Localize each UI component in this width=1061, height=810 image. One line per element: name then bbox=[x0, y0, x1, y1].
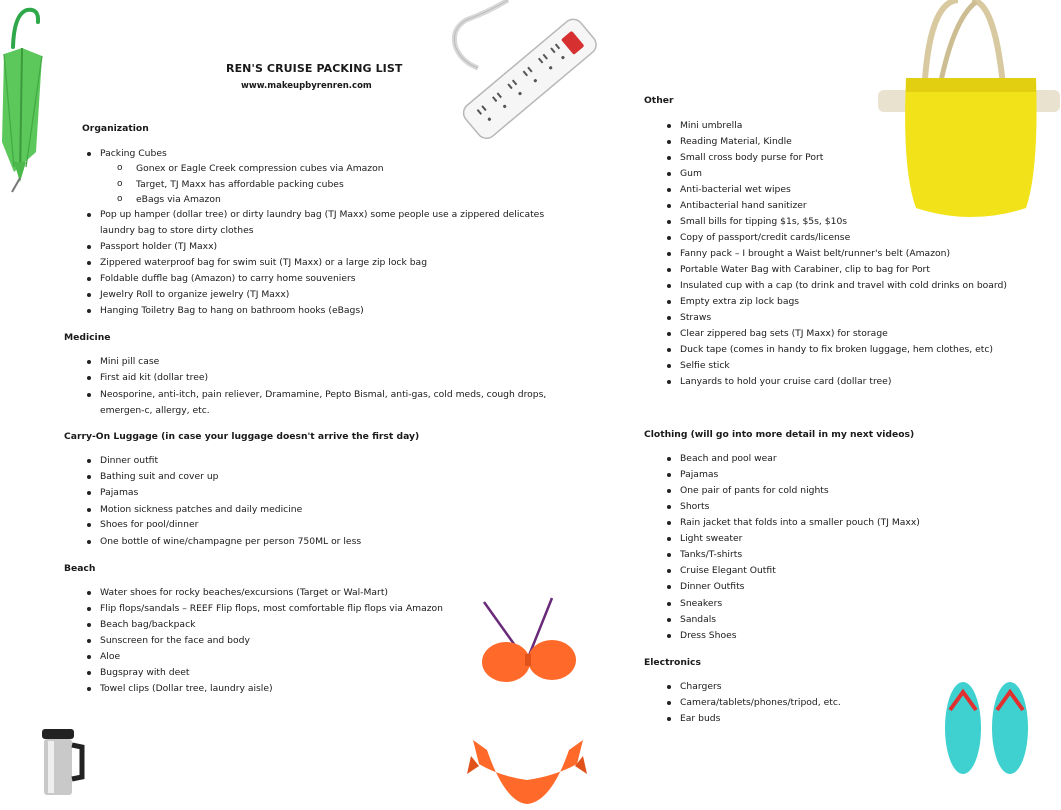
list-item: Lanyards to hold your cruise card (dollar tree) bbox=[680, 374, 891, 390]
list-item: Bugspray with deet bbox=[100, 665, 190, 681]
list-item: Mini pill case bbox=[100, 354, 159, 370]
list-item: Rain jacket that folds into a smaller pouch (TJ Maxx) bbox=[680, 515, 920, 531]
travel-mug-image bbox=[38, 727, 88, 799]
list-item: Selfie stick bbox=[680, 358, 730, 374]
list-item: Reading Material, Kindle bbox=[680, 134, 792, 150]
list-item: Foldable duffle bag (Amazon) to carry home souveniers bbox=[100, 271, 356, 287]
list-item: Ear buds bbox=[680, 711, 720, 727]
list-item: Chargers bbox=[680, 679, 722, 695]
list-item: Pop up hamper (dollar tree) or dirty laundry bag (TJ Maxx) some people use a zippered delicates bbox=[100, 207, 544, 223]
list-item: Pajamas bbox=[680, 467, 718, 483]
list-item: Aloe bbox=[100, 649, 120, 665]
list-item: Duck tape (comes in handy to fix broken luggage, hem clothes, etc) bbox=[680, 342, 993, 358]
list-item: Pajamas bbox=[100, 485, 138, 501]
list-item: First aid kit (dollar tree) bbox=[100, 370, 208, 386]
list-item: Sandals bbox=[680, 612, 716, 628]
list-item: Towel clips (Dollar tree, laundry aisle) bbox=[100, 681, 273, 697]
list-item: Mini umbrella bbox=[680, 118, 742, 134]
list-item: Water shoes for rocky beaches/excursions (Target or Wal-Mart) bbox=[100, 585, 388, 601]
list-item: Copy of passport/credit cards/license bbox=[680, 230, 850, 246]
list-item: Zippered waterproof bag for swim suit (TJ Maxx) or a large zip lock bag bbox=[100, 255, 427, 271]
bikini-top-image bbox=[478, 596, 578, 688]
list-item: Antibacterial hand sanitizer bbox=[680, 198, 807, 214]
list-item: Small cross body purse for Port bbox=[680, 150, 823, 166]
list-item: Insulated cup with a cap (to drink and travel with cold drinks on board) bbox=[680, 278, 1007, 294]
list-item: Cruise Elegant Outfit bbox=[680, 563, 776, 579]
list-item: Neosporine, anti-itch, pain reliever, Dramamine, Pepto Bismal, anti-gas, cold meds, cough drops, bbox=[100, 387, 546, 403]
heading-other: Other bbox=[644, 95, 674, 106]
list-item: One bottle of wine/champagne per person 750ML or less bbox=[100, 534, 361, 550]
yellow-tote-image bbox=[876, 0, 1061, 225]
list-item: Bathing suit and cover up bbox=[100, 469, 219, 485]
list-item: Light sweater bbox=[680, 531, 742, 547]
sub-list-item: o Target, TJ Maxx has affordable packing cubes bbox=[136, 177, 344, 193]
list-item: Hanging Toiletry Bag to hang on bathroom hooks (eBags) bbox=[100, 303, 364, 319]
page-title: REN'S CRUISE PACKING LIST bbox=[226, 62, 403, 75]
list-item: One pair of pants for cold nights bbox=[680, 483, 829, 499]
flip-flops-image bbox=[940, 680, 1035, 778]
umbrella-image bbox=[0, 2, 48, 194]
heading-electronics: Electronics bbox=[644, 657, 701, 668]
website-url: www.makeupbyrenren.com bbox=[241, 81, 372, 91]
list-item: Jewelry Roll to organize jewelry (TJ Maxx) bbox=[100, 287, 289, 303]
heading-beach: Beach bbox=[64, 563, 96, 574]
heading-carry-on: Carry-On Luggage (in case your luggage doesn't arrive the first day) bbox=[64, 431, 420, 442]
list-item: Beach bag/backpack bbox=[100, 617, 195, 633]
heading-organization: Organization bbox=[82, 123, 149, 134]
list-item-continuation: emergen-c, allergy, etc. bbox=[100, 405, 210, 416]
list-item: Flip flops/sandals – REEF Flip flops, most comfortable flip flops via Amazon bbox=[100, 601, 443, 617]
list-item: Camera/tablets/phones/tripod, etc. bbox=[680, 695, 841, 711]
sub-list-item: o eBags via Amazon bbox=[136, 192, 221, 208]
list-item: Empty extra zip lock bags bbox=[680, 294, 799, 310]
list-item: Clear zippered bag sets (TJ Maxx) for storage bbox=[680, 326, 888, 342]
list-item: Straws bbox=[680, 310, 711, 326]
heading-clothing: Clothing (will go into more detail in my next videos) bbox=[644, 429, 915, 440]
list-item: Anti-bacterial wet wipes bbox=[680, 182, 791, 198]
list-item: Motion sickness patches and daily medicine bbox=[100, 502, 302, 518]
list-item: Dress Shoes bbox=[680, 628, 737, 644]
list-item: Shorts bbox=[680, 499, 709, 515]
list-item: Dinner Outfits bbox=[680, 579, 744, 595]
list-item: Packing Cubes bbox=[100, 146, 167, 162]
list-item: Sunscreen for the face and body bbox=[100, 633, 250, 649]
list-item: Small bills for tipping $1s, $5s, $10s bbox=[680, 214, 847, 230]
sub-list-item: o Gonex or Eagle Creek compression cubes via Amazon bbox=[136, 161, 384, 177]
power-strip-image bbox=[448, 0, 603, 162]
bikini-bottom-image bbox=[465, 736, 589, 808]
list-item: Passport holder (TJ Maxx) bbox=[100, 239, 217, 255]
list-item: Portable Water Bag with Carabiner, clip to bag for Port bbox=[680, 262, 930, 278]
list-item: Sneakers bbox=[680, 596, 722, 612]
list-item: Beach and pool wear bbox=[680, 451, 777, 467]
list-item: Shoes for pool/dinner bbox=[100, 517, 198, 533]
heading-medicine: Medicine bbox=[64, 332, 111, 343]
list-item: Gum bbox=[680, 166, 702, 182]
list-item: Tanks/T-shirts bbox=[680, 547, 742, 563]
list-item: Fanny pack – I brought a Waist belt/runner's belt (Amazon) bbox=[680, 246, 950, 262]
list-item-continuation: laundry bag to store dirty clothes bbox=[100, 225, 254, 236]
list-item: Dinner outfit bbox=[100, 453, 158, 469]
